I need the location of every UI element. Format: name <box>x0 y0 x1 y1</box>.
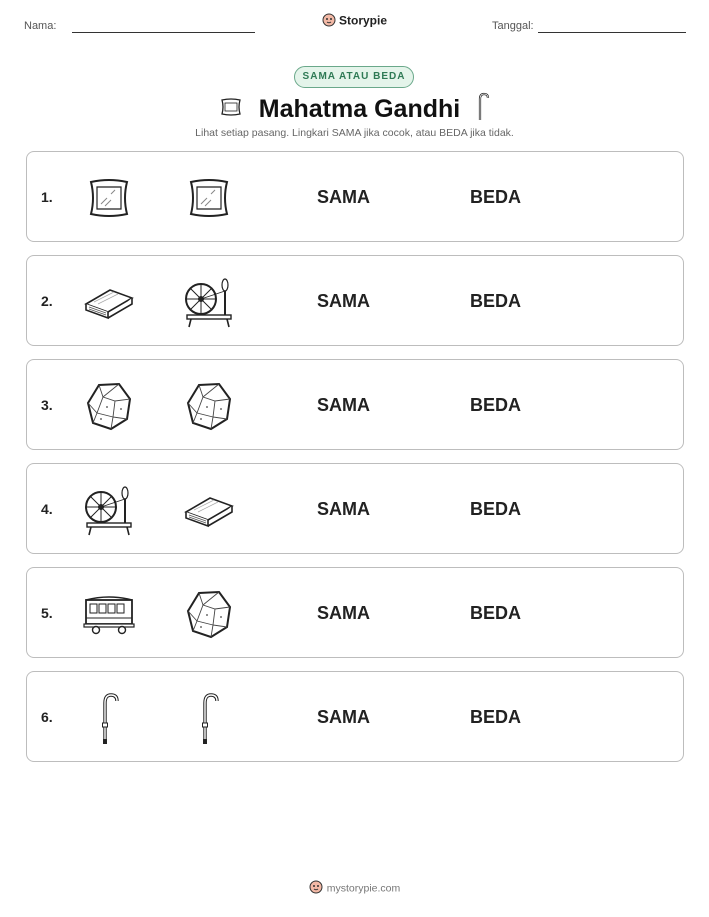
row-number: 5. <box>41 605 53 621</box>
same-option[interactable]: SAMA <box>317 707 370 727</box>
different-option[interactable]: BEDA <box>470 291 522 311</box>
different-option[interactable]: BEDA <box>470 395 522 415</box>
question-row-4 <box>26 463 684 554</box>
storypie-logo-icon <box>322 13 336 30</box>
row-number: 1. <box>41 189 53 205</box>
stone-icon <box>181 380 237 432</box>
handkerchief-icon <box>219 96 243 123</box>
stone-icon <box>81 380 137 432</box>
storypie-logo-icon <box>309 880 323 897</box>
row-number: 3. <box>41 397 53 413</box>
same-option[interactable]: SAMA <box>317 603 370 623</box>
footer-url[interactable]: mystorypie.com <box>326 882 401 895</box>
name-label: Nama: <box>24 20 57 32</box>
row-number: 6. <box>41 709 53 725</box>
same-option[interactable]: SAMA <box>317 291 370 311</box>
same-option[interactable]: SAMA <box>317 499 370 519</box>
handkerchief-icon <box>81 172 137 224</box>
instructions: Lihat setiap pasang. Lingkari SAMA jika cocok, atau BEDA jika tidak. <box>195 127 514 139</box>
stone-icon <box>181 588 237 640</box>
row-number: 2. <box>41 293 53 309</box>
different-option[interactable]: BEDA <box>470 603 522 623</box>
question-row-5 <box>26 567 684 658</box>
different-option[interactable]: BEDA <box>470 187 522 207</box>
different-option[interactable]: BEDA <box>470 499 522 519</box>
book-icon <box>81 276 137 328</box>
walking-cane-icon <box>81 692 137 744</box>
same-option[interactable]: SAMA <box>317 187 370 207</box>
footer <box>0 880 709 897</box>
question-row-3 <box>26 359 684 450</box>
brand-name: Storypie <box>338 13 387 28</box>
question-row-1 <box>26 151 684 242</box>
book-icon <box>181 484 237 536</box>
tram-icon <box>81 588 137 640</box>
page-title: Mahatma Gandhi <box>258 95 461 123</box>
date-label: Tanggal: <box>492 20 534 32</box>
date-field-line[interactable] <box>538 32 686 33</box>
same-option[interactable]: SAMA <box>317 395 370 415</box>
brand <box>0 13 709 30</box>
handkerchief-icon <box>181 172 237 224</box>
row-number: 4. <box>41 501 53 517</box>
spinning-wheel-icon <box>81 484 137 536</box>
worksheet-type-badge: SAMA ATAU BEDA <box>294 66 414 88</box>
spinning-wheel-icon <box>181 276 237 328</box>
title-block <box>0 92 709 127</box>
different-option[interactable]: BEDA <box>470 707 522 727</box>
name-field-line[interactable] <box>72 32 255 33</box>
question-row-6 <box>26 671 684 762</box>
question-row-2 <box>26 255 684 346</box>
walking-cane-icon <box>476 92 490 127</box>
walking-cane-icon <box>181 692 237 744</box>
